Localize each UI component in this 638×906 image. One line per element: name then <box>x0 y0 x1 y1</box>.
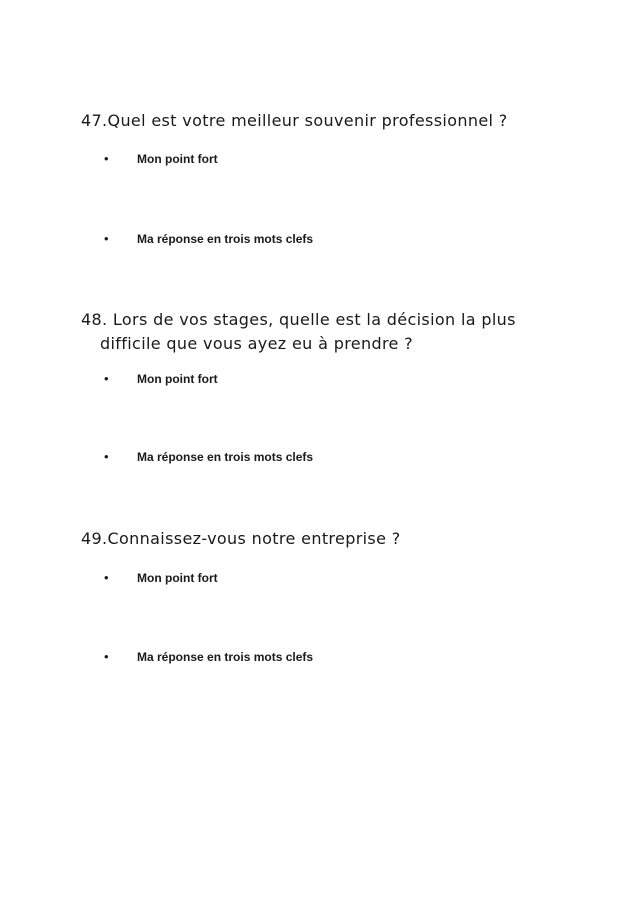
bullet-icon: • <box>104 371 109 386</box>
question-49 <box>81 527 401 551</box>
bullet-label: Ma réponse en trois mots clefs <box>137 232 314 246</box>
bullet-icon: • <box>104 151 109 166</box>
question-number: 48. <box>81 310 108 329</box>
bullet-icon: • <box>104 570 109 585</box>
question-line <box>81 308 516 332</box>
bullet-label: Ma réponse en trois mots clefs <box>137 450 314 464</box>
question-number: 47. <box>81 111 108 130</box>
question-text: Connaissez-vous notre entreprise ? <box>107 529 401 548</box>
bullet-label: Ma réponse en trois mots clefs <box>137 650 314 664</box>
bullet-label: Mon point fort <box>137 571 218 585</box>
question-text: Lors de vos stages, quelle est la décision la plus <box>107 310 516 329</box>
question-48 <box>81 308 516 356</box>
question-line-continued: difficile que vous ayez eu à prendre ? <box>100 334 414 353</box>
bullet-icon: • <box>104 649 109 664</box>
bullet-label: Mon point fort <box>137 152 218 166</box>
bullet-label: Mon point fort <box>137 372 218 386</box>
question-number: 49. <box>81 529 108 548</box>
question-text: Quel est votre meilleur souvenir professionnel ? <box>107 111 508 130</box>
question-47 <box>81 109 508 133</box>
question-line <box>81 109 508 133</box>
question-line <box>81 527 401 551</box>
bullet-icon: • <box>104 231 109 246</box>
bullet-icon: • <box>104 449 109 464</box>
